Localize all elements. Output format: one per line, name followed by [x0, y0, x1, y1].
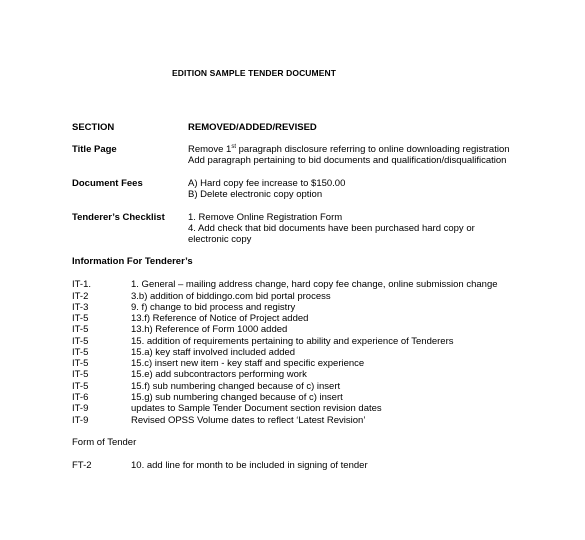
info-item-desc: 13.h) Reference of Form 1000 added — [131, 324, 288, 335]
info-item-code: IT-5 — [72, 380, 89, 392]
form-item-code: FT-2 — [72, 460, 92, 471]
form-item-desc: 10. add line for month to be included in signing of tender — [131, 460, 368, 471]
form-heading: Form of Tender — [72, 437, 137, 448]
info-item-code: IT-9 — [72, 403, 89, 414]
info-heading: Information For Tenderer’s — [72, 256, 193, 267]
info-item-desc: 15.a) key staff involved included added — [131, 347, 296, 358]
info-item-code: IT-9 — [72, 414, 89, 426]
title-page-change-2: Add paragraph pertaining to bid documents and qualification/disqualification — [188, 155, 507, 166]
info-item-desc: 1. General – mailing address change, hard copy fee change, online submission change — [131, 279, 498, 290]
info-item-code: IT-5 — [72, 369, 89, 380]
checklist-change-1: 1. Remove Online Registration Form — [188, 212, 343, 223]
info-item-desc: 9. f) change to bid process and registry — [131, 302, 296, 313]
info-item-desc: 15.f) sub numbering changed because of c) insert — [131, 380, 341, 392]
title-page-change-1: Remove 1st paragraph disclosure referring to online downloading registration — [188, 143, 510, 155]
info-item-code: IT-5 — [72, 358, 89, 369]
document-fees-change-2: B) Delete electronic copy option — [188, 189, 323, 200]
checklist-change-2: 4. Add check that bid documents have been purchased hard copy or — [188, 223, 475, 234]
changes-header: REMOVED/ADDED/REVISED — [188, 122, 317, 133]
section-title-page: Title Page — [72, 144, 117, 155]
info-item-desc: 3.b) addition of biddingo.com bid portal process — [131, 290, 331, 302]
info-item-code: IT-5 — [72, 335, 89, 347]
section-tenderers-checklist: Tenderer’s Checklist — [72, 212, 165, 223]
info-item-code: IT-2 — [72, 290, 89, 302]
info-item-desc: Revised OPSS Volume dates to reflect ‘Latest Revision’ — [131, 414, 366, 426]
info-item-desc: updates to Sample Tender Document section revision dates — [131, 403, 382, 414]
checklist-change-2-cont: electronic copy — [188, 234, 252, 245]
info-item-desc: 15.e) add subcontractors performing work — [131, 369, 307, 380]
info-item-desc: 15.c) insert new item - key staff and specific experience — [131, 358, 365, 369]
info-item-code: IT-5 — [72, 347, 89, 358]
info-item-code: IT-1. — [72, 279, 92, 290]
section-document-fees: Document Fees — [72, 178, 143, 189]
info-item-code: IT-5 — [72, 324, 89, 335]
section-header: SECTION — [72, 122, 115, 133]
info-item-desc: 13.f) Reference of Notice of Project added — [131, 313, 309, 324]
info-item-desc: 15. addition of requirements pertaining to ability and experience of Tenderers — [131, 335, 454, 347]
document-fees-change-1: A) Hard copy fee increase to $150.00 — [188, 178, 346, 189]
info-item-desc: 15.g) sub numbering changed because of c) insert — [131, 392, 343, 403]
info-item-code: IT-6 — [72, 392, 89, 403]
info-item-code: IT-5 — [72, 313, 89, 324]
info-item-code: IT-3 — [72, 302, 89, 313]
document-title: EDITION SAMPLE TENDER DOCUMENT — [172, 68, 337, 78]
